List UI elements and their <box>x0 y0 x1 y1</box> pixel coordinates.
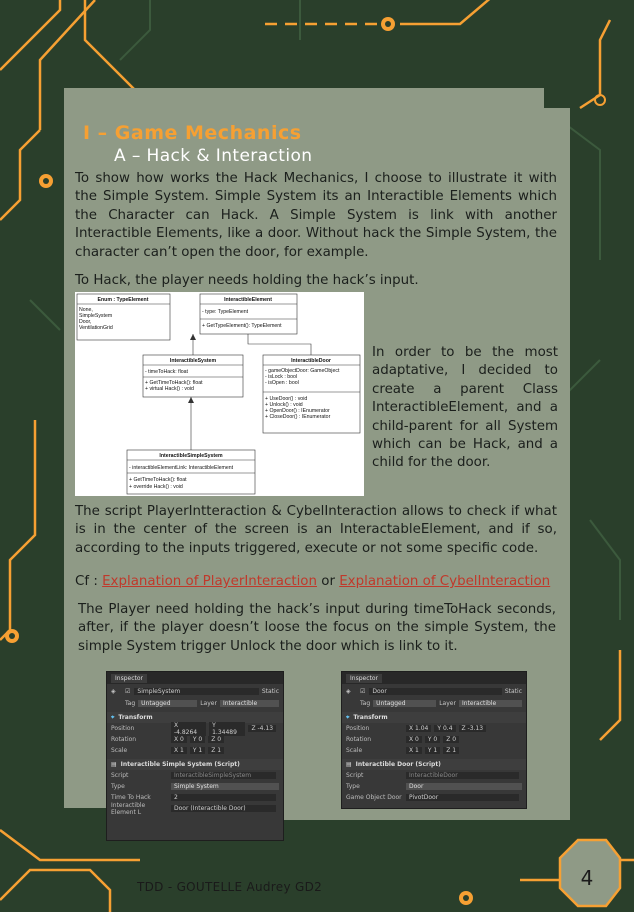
layer-select[interactable]: Interactible <box>220 700 279 707</box>
scale-z[interactable]: Z 1 <box>208 747 224 754</box>
transform-header[interactable]: Transform <box>118 714 153 721</box>
script-component-header[interactable]: Interactible Door (Script) <box>355 761 441 768</box>
uml-enum-value: VentilationGrid <box>79 325 113 331</box>
type-select[interactable]: Simple System <box>171 783 279 790</box>
position-y[interactable]: Y 1.34489 <box>209 722 245 736</box>
uml-enum-value: None, <box>79 307 93 313</box>
time-to-hack-label: Time To Hack <box>111 794 151 801</box>
type-label: Type <box>346 783 360 790</box>
uml-system-title: InteractibleSystem <box>169 358 217 364</box>
rotation-z[interactable]: Z 0 <box>208 736 224 743</box>
cf-or: or <box>317 574 340 589</box>
uml-system-attr: - timeToHack: float <box>145 369 188 375</box>
object-name-field[interactable]: SimpleSystem <box>134 688 258 695</box>
cybelinteraction-link[interactable]: Explanation of CybelInteraction <box>339 574 551 589</box>
uml-door-method: + UseDoor() : void <box>265 396 308 402</box>
scale-y[interactable]: Y 1 <box>425 747 440 754</box>
time-to-hack-field[interactable]: 2 <box>171 794 276 801</box>
scale-x[interactable]: X 1 <box>171 747 187 754</box>
transform-icon: ⌖ <box>111 713 115 721</box>
element-link-field[interactable]: Door (Interactible Door) <box>171 805 276 812</box>
uml-door-title: InteractibleDoor <box>291 358 331 364</box>
playerinteraction-link[interactable]: Explanation of PlayerInteraction <box>102 574 317 589</box>
active-checkbox[interactable]: ☑ <box>125 687 131 695</box>
gameobject-icon: ◈ <box>111 687 116 695</box>
rotation-x[interactable]: X 0 <box>406 736 422 743</box>
position-label: Position <box>111 725 135 732</box>
section-subtitle: A – Hack & Interaction <box>114 146 313 166</box>
rotation-y[interactable]: Y 0 <box>190 736 205 743</box>
uml-simple-method: + override Hack() : void <box>129 484 183 490</box>
scale-label: Scale <box>346 747 363 754</box>
position-y[interactable]: Y 0.4 <box>434 725 455 732</box>
inspector-tab[interactable]: Inspector <box>107 672 283 684</box>
position-x[interactable]: X 1.04 <box>406 725 431 732</box>
uml-simple-attr: - interactibleElementLink: InteractibleElement <box>129 465 234 471</box>
script-field: InteractibleDoor <box>406 772 519 779</box>
static-toggle[interactable]: Static <box>261 687 279 695</box>
element-link-label: Interactible Element L <box>111 801 146 816</box>
uml-door-attr: - gameObjectDoor: GameObject <box>265 368 340 374</box>
uml-enum-title: Enum : TypeElement <box>97 297 149 303</box>
uml-door-attr: - isLock : bool <box>265 374 298 380</box>
static-toggle[interactable]: Static <box>504 687 522 695</box>
uml-door-method: + CloseDoor() : IEnumerator <box>265 414 331 420</box>
position-z[interactable]: Z -4.13 <box>248 725 276 732</box>
uml-door-attr: - isOpen : bool <box>265 380 299 386</box>
script-component-header[interactable]: Interactible Simple System (Script) <box>120 761 240 768</box>
cf-prefix: Cf : <box>75 574 103 589</box>
inspector-door <box>341 671 527 809</box>
rotation-label: Rotation <box>346 736 372 743</box>
game-object-door-label: Game Object Door <box>346 794 402 801</box>
inspector-simplesystem <box>106 671 284 841</box>
uml-enum-value: SimpleSystem <box>79 313 113 319</box>
uml-door-method: + Unlock() : void <box>265 402 303 408</box>
uml-element-attr: - type: TypeElement <box>202 309 249 315</box>
intro-paragraph: To show how works the Hack Mechanics, I choose to illustrate it with the Simple System. Simple System its an Interactible Elements which the Character can Hack. A Simple System is link with another Interactible Elements, like a door. Without hack the Simple System, the character can’t open the door, for example. <box>75 171 557 260</box>
tag-select[interactable]: Untagged <box>373 700 436 707</box>
content-panel-top <box>64 88 544 110</box>
timing-paragraph: The Player need holding the hack’s input during timeToHack seconds, after, if the player doesn’t loose the focus on the simple System, the simple System trigger Unlock the door which is link to it. <box>78 602 556 654</box>
rotation-z[interactable]: Z 0 <box>443 736 459 743</box>
script-field: InteractibleSimpleSystem <box>171 772 276 779</box>
position-x[interactable]: X -4.8264 <box>171 722 206 736</box>
transform-header[interactable]: Transform <box>353 714 388 721</box>
script-icon: ▤ <box>346 761 352 768</box>
position-z[interactable]: Z -3.13 <box>459 725 487 732</box>
page-title: I – Game Mechanics <box>83 122 302 144</box>
hack-input-paragraph: To Hack, the player needs holding the hack’s input. <box>75 273 419 288</box>
position-label: Position <box>346 725 370 732</box>
script-label: Script <box>346 772 364 779</box>
uml-system-method: + virtual Hack() : void <box>145 386 194 392</box>
uml-explanation-paragraph: In order to be the most adaptative, I decided to create a parent Class InteractibleElement, and a child-parent for all System which can be Hack, and a child for the door. <box>372 345 558 471</box>
uml-simple-method: + GetTimeToHack(): float <box>129 477 187 483</box>
scale-z[interactable]: Z 1 <box>443 747 459 754</box>
uml-simple-title: InteractibleSimpleSystem <box>159 453 223 459</box>
uml-element-title: InteractibleElement <box>224 297 272 303</box>
transform-icon: ⌖ <box>346 713 350 721</box>
rotation-y[interactable]: Y 0 <box>425 736 440 743</box>
script-icon: ▤ <box>111 761 117 768</box>
uml-door-box <box>263 355 360 433</box>
inspector-tab[interactable]: Inspector <box>342 672 526 684</box>
page-number: 4 <box>580 866 594 890</box>
uml-element-method: + GetTypeElement(): TypeElement <box>202 323 282 329</box>
scale-y[interactable]: Y 1 <box>190 747 205 754</box>
tag-label: Tag <box>360 700 371 707</box>
uml-class-diagram <box>75 292 364 496</box>
layer-select[interactable]: Interactible <box>459 700 522 707</box>
game-object-door-field[interactable]: PivotDoor <box>406 794 519 801</box>
uml-enum-value: Door, <box>79 319 92 325</box>
tag-label: Tag <box>125 700 136 707</box>
uml-door-method: + OpenDoor() : IEnumerator <box>265 408 330 414</box>
object-name-field[interactable]: Door <box>369 688 501 695</box>
active-checkbox[interactable]: ☑ <box>360 687 366 695</box>
layer-label: Layer <box>439 700 456 707</box>
tag-select[interactable]: Untagged <box>138 700 197 707</box>
script-label: Script <box>111 772 129 779</box>
gameobject-icon: ◈ <box>346 687 351 695</box>
layer-label: Layer <box>200 700 217 707</box>
type-select[interactable]: Door <box>406 783 522 790</box>
type-label: Type <box>111 783 125 790</box>
scale-label: Scale <box>111 747 128 754</box>
rotation-x[interactable]: X 0 <box>171 736 187 743</box>
scale-x[interactable]: X 1 <box>406 747 422 754</box>
script-paragraph: The script PlayerIntteraction & CybelInteraction allows to check if what is in the center of the screen is an InteractableElement, and if so, according to the inputs triggered, execute or not some specific code. <box>75 504 557 556</box>
cf-line <box>75 573 557 591</box>
footer-author: TDD - GOUTELLE Audrey GD2 <box>137 880 323 894</box>
rotation-label: Rotation <box>111 736 137 743</box>
uml-system-method: + GetTimeToHack(): float <box>145 380 203 386</box>
